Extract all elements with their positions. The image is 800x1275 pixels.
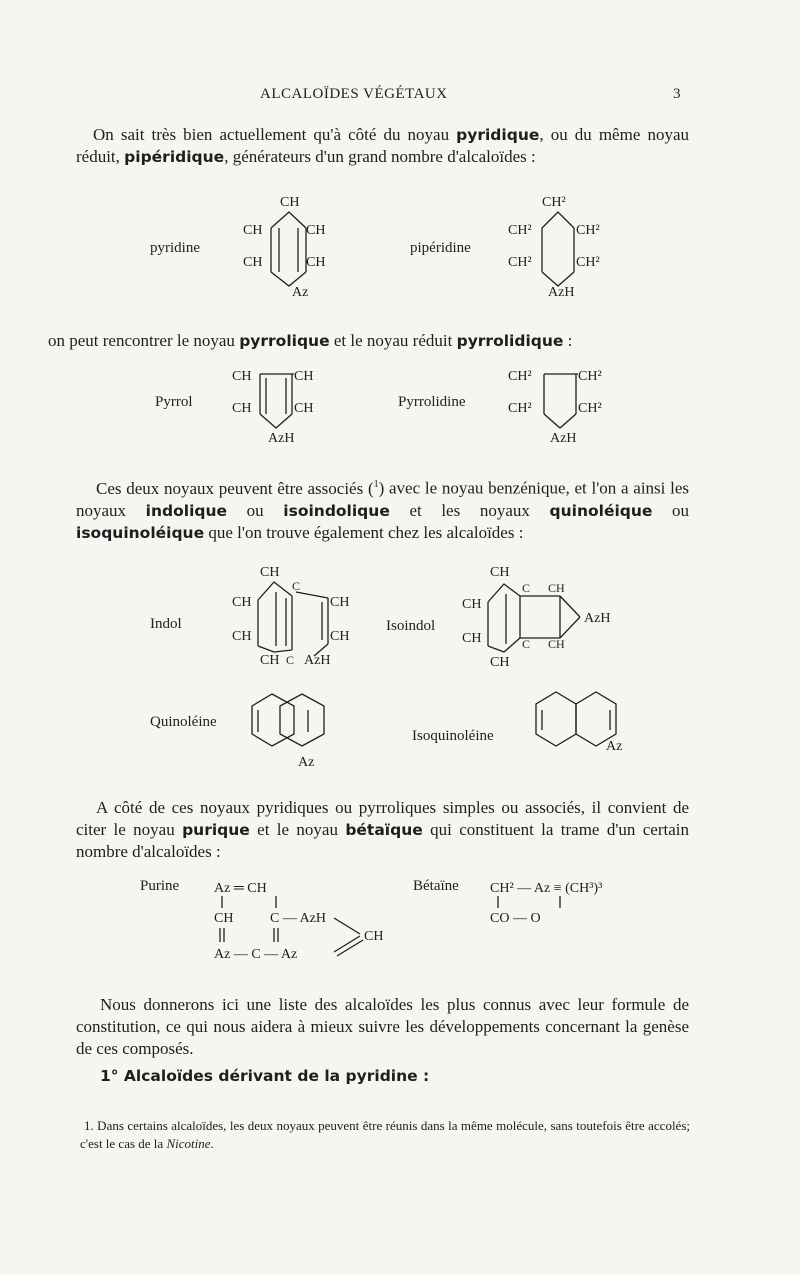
bold-term: bétaïque — [345, 821, 423, 839]
label-indol: Indol — [150, 616, 182, 632]
paragraph-list-intro — [76, 994, 689, 1060]
atom-ch: CH — [548, 637, 565, 651]
purine-row-bottom: Az — C — Az — [214, 947, 298, 962]
betaine-row-bottom: CO — O — [490, 911, 541, 926]
text: ) avec le noyau benzénique, et l'on a ainsi les noyaux — [76, 478, 690, 520]
atom-c: C — [292, 579, 301, 593]
betaine-row-top: CH² — Az ≡ (CH³)³ — [490, 881, 603, 896]
atom-az: Az — [298, 755, 315, 770]
atom-ch: CH — [232, 595, 252, 610]
text: qui constituent la trame d'un certain nombre d'alcaloïdes : — [76, 820, 689, 861]
text: que l'on trouve également chez les alcaloïdes : — [204, 522, 524, 542]
text: ou — [227, 500, 284, 520]
label-pyrrol: Pyrrol — [155, 394, 193, 410]
pyrrol-structure — [228, 364, 338, 449]
atom-ch: CH — [280, 195, 300, 210]
label-purine: Purine — [140, 878, 180, 894]
page-number: 3 — [673, 86, 681, 102]
bold-term: pyrrolidique — [456, 332, 564, 350]
paragraph-purine-betaine — [76, 797, 689, 863]
label-quinoleine: Quinoléine — [150, 714, 217, 730]
atom-ch2: CH² — [508, 401, 532, 416]
atom-ch: CH — [294, 401, 314, 416]
atom-ch: CH — [490, 655, 510, 670]
running-header — [0, 86, 800, 108]
atom-azh: AzH — [584, 611, 611, 626]
isoindol-structure — [460, 560, 630, 670]
text: , générateurs d'un grand nombre d'alcaloïdes : — [224, 147, 536, 166]
purine-structure — [214, 876, 404, 976]
atom-ch: CH — [462, 631, 482, 646]
atom-ch2: CH² — [576, 255, 600, 270]
atom-ch: CH — [243, 255, 263, 270]
italic-term: Nicotine — [166, 1136, 211, 1151]
atom-ch: CH — [232, 629, 252, 644]
label-piperidine: pipéridine — [410, 240, 471, 256]
paragraph-pyrrole — [48, 330, 693, 352]
atom-c: C — [286, 653, 295, 667]
bold-term: purique — [182, 821, 250, 839]
footnote-number: 1. — [84, 1118, 94, 1133]
atom-ch2: CH² — [508, 369, 532, 384]
text: Dans certains alcaloïdes, les deux noyaux peuvent être réunis dans la même molécule, sans toutefois être accolés; c'est le cas de la — [80, 1118, 690, 1151]
bold-term: quinoléique — [549, 501, 653, 520]
atom-c: C — [522, 581, 531, 595]
piperidine-structure — [508, 192, 628, 302]
atom-c: C — [522, 637, 531, 651]
purine-row-top: Az ═ CH — [214, 881, 267, 896]
atom-ch: CH — [330, 629, 350, 644]
atom-az: Az — [606, 739, 623, 754]
label-pyrrolidine: Pyrrolidine — [398, 394, 466, 410]
text: : — [563, 331, 573, 350]
atom-ch: CH — [243, 223, 263, 238]
section-heading: 1° Alcaloïdes dérivant de la pyridine : — [100, 1067, 430, 1085]
bold-term: pyrrolique — [239, 332, 330, 350]
atom-azh: AzH — [550, 431, 577, 446]
atom-ch: CH — [294, 369, 314, 384]
atom-ch: CH — [548, 581, 565, 595]
atom-az: Az — [292, 285, 309, 300]
paragraph-intro — [76, 124, 689, 168]
text: , ou du même noyau réduit, — [76, 125, 689, 166]
quinoleine-structure — [250, 680, 340, 770]
label-isoquinoleine: Isoquinoléine — [412, 728, 494, 744]
bold-term: pyridique — [456, 126, 540, 144]
footnote — [80, 1117, 690, 1153]
atom-ch: CH — [490, 565, 510, 580]
atom-ch: CH — [260, 565, 280, 580]
atom-ch: CH — [364, 929, 384, 944]
bold-term: indolique — [145, 501, 228, 520]
atom-azh: AzH — [548, 285, 575, 300]
text: et le noyau — [249, 820, 346, 839]
atom-ch2: CH² — [542, 195, 566, 210]
atom-ch: CH — [462, 597, 482, 612]
text: et le noyau réduit — [329, 331, 457, 350]
text: A côté de ces noyaux pyridiques ou pyrroliques simples ou associés, il convient de citer le noyau — [76, 798, 689, 839]
atom-azh: AzH — [304, 653, 331, 668]
atom-ch: CH — [232, 401, 252, 416]
label-pyridine: pyridine — [150, 240, 200, 256]
paragraph-associated — [76, 474, 689, 544]
bold-term: isoindolique — [283, 501, 390, 520]
text: . — [210, 1136, 214, 1151]
label-betaine: Bétaïne — [413, 878, 459, 894]
atom-azh: AzH — [268, 431, 295, 446]
atom-ch2: CH² — [508, 255, 532, 270]
atom-ch: CH — [330, 595, 350, 610]
atom-ch: CH — [306, 255, 326, 270]
atom-ch: CH — [214, 911, 234, 926]
footnote-ref: 1 — [373, 479, 379, 490]
atom-ch: CH — [260, 653, 280, 668]
atom-ch: CH — [306, 223, 326, 238]
betaine-structure — [490, 876, 660, 936]
text: ou — [652, 500, 690, 520]
bold-term: pipéridique — [124, 148, 225, 166]
atom-ch2: CH² — [578, 401, 602, 416]
header-title: ALCALOÏDES VÉGÉTAUX — [260, 86, 448, 102]
label-isoindol: Isoindol — [386, 618, 436, 634]
text: et les noyaux — [389, 500, 550, 520]
bold-term: isoquinoléique — [76, 523, 205, 542]
text: Ces deux noyaux peuvent être associés ( — [96, 478, 374, 498]
text: On sait très bien actuellement qu'à côté du noyau — [93, 125, 457, 144]
text: on peut rencontrer le noyau — [48, 331, 240, 350]
pyrrolidine-structure — [508, 364, 628, 449]
text: Nous donnerons ici une liste des alcaloïdes les plus connus avec leur formule de constitution, ce qui nous aidera à mieux suivre les développements concernant la genèse de ces composés. — [76, 995, 689, 1058]
atom-ch2: CH² — [576, 223, 600, 238]
indol-structure — [230, 560, 370, 670]
purine-row-mid: C — AzH — [270, 911, 326, 926]
atom-ch2: CH² — [508, 223, 532, 238]
atom-ch2: CH² — [578, 369, 602, 384]
isoquinoleine-structure — [534, 690, 634, 770]
pyridine-structure — [236, 192, 346, 302]
atom-ch: CH — [232, 369, 252, 384]
